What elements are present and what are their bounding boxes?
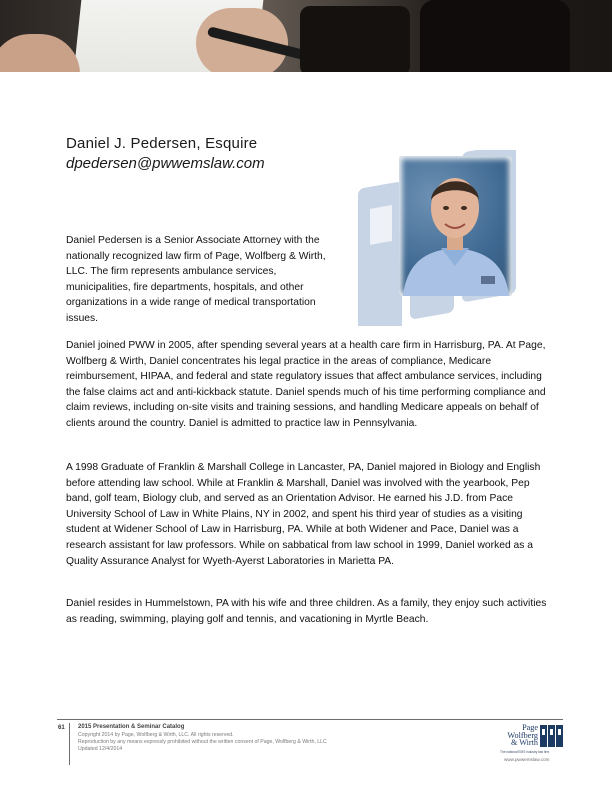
page-number: 61 <box>58 725 65 731</box>
header-banner-photo <box>0 0 612 72</box>
attorney-photo <box>399 156 512 296</box>
chair-back <box>300 6 410 72</box>
attorney-name: Daniel J. Pedersen, Esquire <box>66 135 258 152</box>
chair-back-right <box>420 0 570 72</box>
updated-date: Updated 12/4/2014 <box>78 746 123 753</box>
bio-paragraph-career: Daniel joined PWW in 2005, after spending several years at a health care firm in Harrisburg, PA. At Page, Wolfberg & Wirth, Daniel concentrates his legal practice in the areas of compliance, Medicare reimbursement, HIPAA, and federal and state regulatory issues that affect ambulance services, including the false claims act and anti-kickback statute. Daniel spends much of his time performing compliance and claim reviews, including on-site visits and training sessions, and handling Medicare appeals on behalf of clients around the country. Daniel is admitted to practice law in Pennsylvania. <box>66 340 546 429</box>
portrait-illustration <box>399 156 512 296</box>
copyright-text: Copyright 2014 by Page, Wolfberg & Wirth, LLC. All rights reserved. <box>78 732 234 738</box>
logo-line-page: Page <box>522 723 538 732</box>
bio-paragraph-intro: Daniel Pedersen is a Senior Associate Attorney with the nationally recognized law firm of Page, Wolfberg & Wirth, LLC. The firm represents ambulance services, municipalities, fire departments, hospitals, and other organizations in a wide range of medical transportation issues. <box>66 235 326 324</box>
left-hand <box>0 34 80 72</box>
attorney-email[interactable]: dpedersen@pwwemslaw.com <box>66 155 265 172</box>
footer-vertical-divider <box>69 723 70 765</box>
catalog-title: 2015 Presentation & Seminar Catalog <box>78 724 185 730</box>
firm-website-link[interactable]: www.pwwemslaw.com <box>504 757 550 762</box>
firm-tagline: The national EMS industry law firm <box>500 750 550 754</box>
logo-line-wolfberg: Wolfberg <box>507 730 538 740</box>
bio-paragraph-education: A 1998 Graduate of Franklin & Marshall College in Lancaster, PA, Daniel majored in Biology and English before attending law school. While at Franklin & Marshall, Daniel was involved with the yearbook, Pep band, golf team, Biology club, and served as an Orientation Advisor. He earned his J.D. from Pace University School of Law in White Plains, NY in 2002, and spent his third year of studies as a visiting student at Widener School of Law in Harrisburg, PA. While at both Widener and Pace, Daniel was a research assistant for law professors. While on sabbatical from law school in 1999, Daniel worked as a Quality Assurance Analyst for Wyeth-Ayerst Laboratories in Marietta PA. <box>66 462 541 567</box>
bio-paragraph-personal: Daniel resides in Hummelstown, PA with his wife and three children. As a family, they enjoy such activities as reading, swimming, playing golf and tennis, and vacationing in Myrtle Beach. <box>66 598 547 625</box>
footer-legal <box>78 732 327 754</box>
pww-logo-mark <box>500 722 564 762</box>
reproduction-notice: Reproduction by any means expressly prohibited without the written consent of Page, Wolfberg & Wirth, LLC <box>78 739 327 746</box>
logo-line-wirth: & Wirth <box>510 738 538 748</box>
footer-divider <box>57 719 563 720</box>
